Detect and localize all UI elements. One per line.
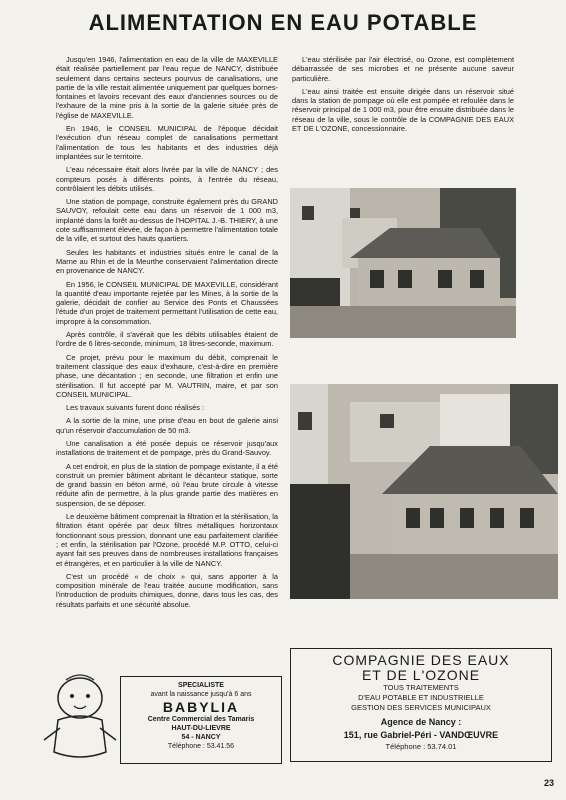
paragraph: Ce projet, prévu pour le maximum du débit, comprenait le traitement classique des eaux d'exhaure, c'est-à-dire en première phase, une décantation ; en seconde, une filtration et enfin une stérilisation. Il fut accepté par M. VAUTRIN, maire, et par son CONSEIL MUNICIPAL. <box>56 352 278 399</box>
paragraph: Le deuxième bâtiment comprenait la filtration et la stérilisation, la filtration étant opérée par deux filtres métalliques horizontaux fonctionnant sous pression, donnant une eau parfaitement clarifiée ; et enfin, la stérilisation par l'Ozone, procédé M.P. OTTO, celui-ci ayant fait ses preuves dans de nombreuses installations françaises et étrangères, et en particulier à la ville de NANCY. <box>56 512 278 568</box>
ad-line: SPECIALISTE <box>178 682 224 689</box>
paragraph: Une canalisation a été posée depuis ce réservoir jusqu'aux installations de traitement et de pompage, près du Grand-Sauvoy. <box>56 438 278 458</box>
paragraph: A cet endroit, en plus de la station de pompage existante, il a été construit un premier bâtiment abritant le décanteur statique, sorte de grand bassin en béton armé, où l'eau brute circule à vitesse réduite afin de permettre, à la plus grande partie des matières en suspension, de se déposer. <box>56 461 278 508</box>
paragraph: Les travaux suivants furent donc réalisés : <box>66 403 205 413</box>
ad-line: GESTION DES SERVICES MUNICIPAUX <box>351 703 491 712</box>
paragraph: Après contrôle, il s'avérait que les débits utilisables étaient de l'ordre de 6 litres-seconde, minimum, 18 litres-seconde, maximum. <box>56 330 278 349</box>
ad-line: avant la naissance jusqu'à 6 ans <box>150 691 252 698</box>
ad-name: ET DE L'OZONE <box>361 667 481 683</box>
paragraph: C'est un procédé « de choix » qui, sans apporter à la composition minérale de l'eau traitée aucune modification, sans l'introduction de produits chimiques, donne, dans tous les cas, des résultats parfaits et une sécurité absolue. <box>56 571 278 609</box>
ad-name: COMPAGNIE DES EAUX <box>332 652 510 668</box>
ad-phone: Téléphone : 53.41.56 <box>167 743 235 750</box>
right-column <box>292 55 514 137</box>
ad-agency: Agence de Nancy : <box>380 717 462 727</box>
paragraph: Une station de pompage, construite également près du GRAND SAUVOY, refoulait cette eau dans un réservoir de 1 000 m3, implanté dans la forêt au-dessus de l'HOPITAL J.-B. THIERY, à une cote suffisamment élevée, de façon à permettre l'alimentation totale de la ville, et surtout des hauts quartiers. <box>56 197 278 244</box>
baby-illustration <box>36 668 128 768</box>
ad-line: 54 - NANCY <box>181 734 221 741</box>
ad-line: HAUT-DU-LIEVRE <box>171 725 231 732</box>
ad-address: 151, rue Gabriel-Péri - VANDŒUVRE <box>343 730 499 740</box>
paragraph: L'eau nécessaire était alors livrée par la ville de NANCY ; des compteurs posés à différents points, à l'entrée du réseau, contrôlaient les débits utilisés. <box>56 165 278 193</box>
paragraph: A la sortie de la mine, une prise d'eau en bout de galerie ainsi qu'un réservoir d'accumulation de 50 m3. <box>56 416 278 435</box>
paragraph: Seules les habitants et industries situés entre le canal de la Marne au Rhin et de la Meurthe conservaient l'alimentation directe en provenance de NANCY. <box>56 247 278 276</box>
paragraph: L'eau stérilisée par l'air électrisé, ou Ozone, est complètement débarrassée de ses microbes et ne présente aucune saveur particulière. <box>292 55 514 83</box>
treatment-building-photo <box>290 384 558 599</box>
page-number: 23 <box>543 778 554 788</box>
ad-brand: BABYLIA <box>162 699 240 715</box>
ad-line: TOUS TRAITEMENTS <box>383 683 459 692</box>
paragraph: Jusqu'en 1946, l'alimentation en eau de la ville de MAXEVILLE était réalisée partiellement par l'eau reçue de NANCY, distribuée seulement dans certains secteurs pourvus de canalisations, une partie de la ville restait alimentée uniquement par quelques bornes-fontaines et lavoirs recevant des eaux d'anciennes sources ou de l'exhaure de la mine pris à la sortie de la galerie située près de l'église de MAXEVILLE. <box>56 55 278 120</box>
left-column <box>56 55 278 613</box>
babylia-ad <box>120 676 282 764</box>
page-title: ALIMENTATION EN EAU POTABLE <box>88 10 478 35</box>
compagnie-ad <box>290 648 552 762</box>
ad-phone: Téléphone : 53.74.01 <box>385 742 457 751</box>
pumping-station-photo <box>290 188 516 338</box>
paragraph: En 1946, le CONSEIL MUNICIPAL de l'époque décidait l'exécution d'un réseau complet de canalisations permettant l'alimentation de tous les habitants et des industries déjà implantées sur le territoire. <box>56 124 278 161</box>
paragraph: L'eau ainsi traitée est ensuite dirigée dans un réservoir situé dans la station de pompage où elle est pompée et refoulée dans le réservoir principal de 1 000 m3, pour être ensuite distribuée dans le réseau de la ville, sous le contrôle de la COMPAGNIE DES EAUX ET DE L'OZONE, concessionnaire. <box>292 86 514 134</box>
paragraph: En 1956, le CONSEIL MUNICIPAL DE MAXEVILLE, considérant la quantité d'eau importante rejetée par les Mines, à la sortie de la galerie, décidait de confier au Service des Ponts et Chaussées l'étude d'un projet de traitement permettant l'utilisation de cette eau, impropre à la consommation. <box>56 279 278 326</box>
ad-line: Centre Commercial des Tamaris <box>147 716 255 723</box>
ad-line: D'EAU POTABLE ET INDUSTRIELLE <box>358 693 484 702</box>
